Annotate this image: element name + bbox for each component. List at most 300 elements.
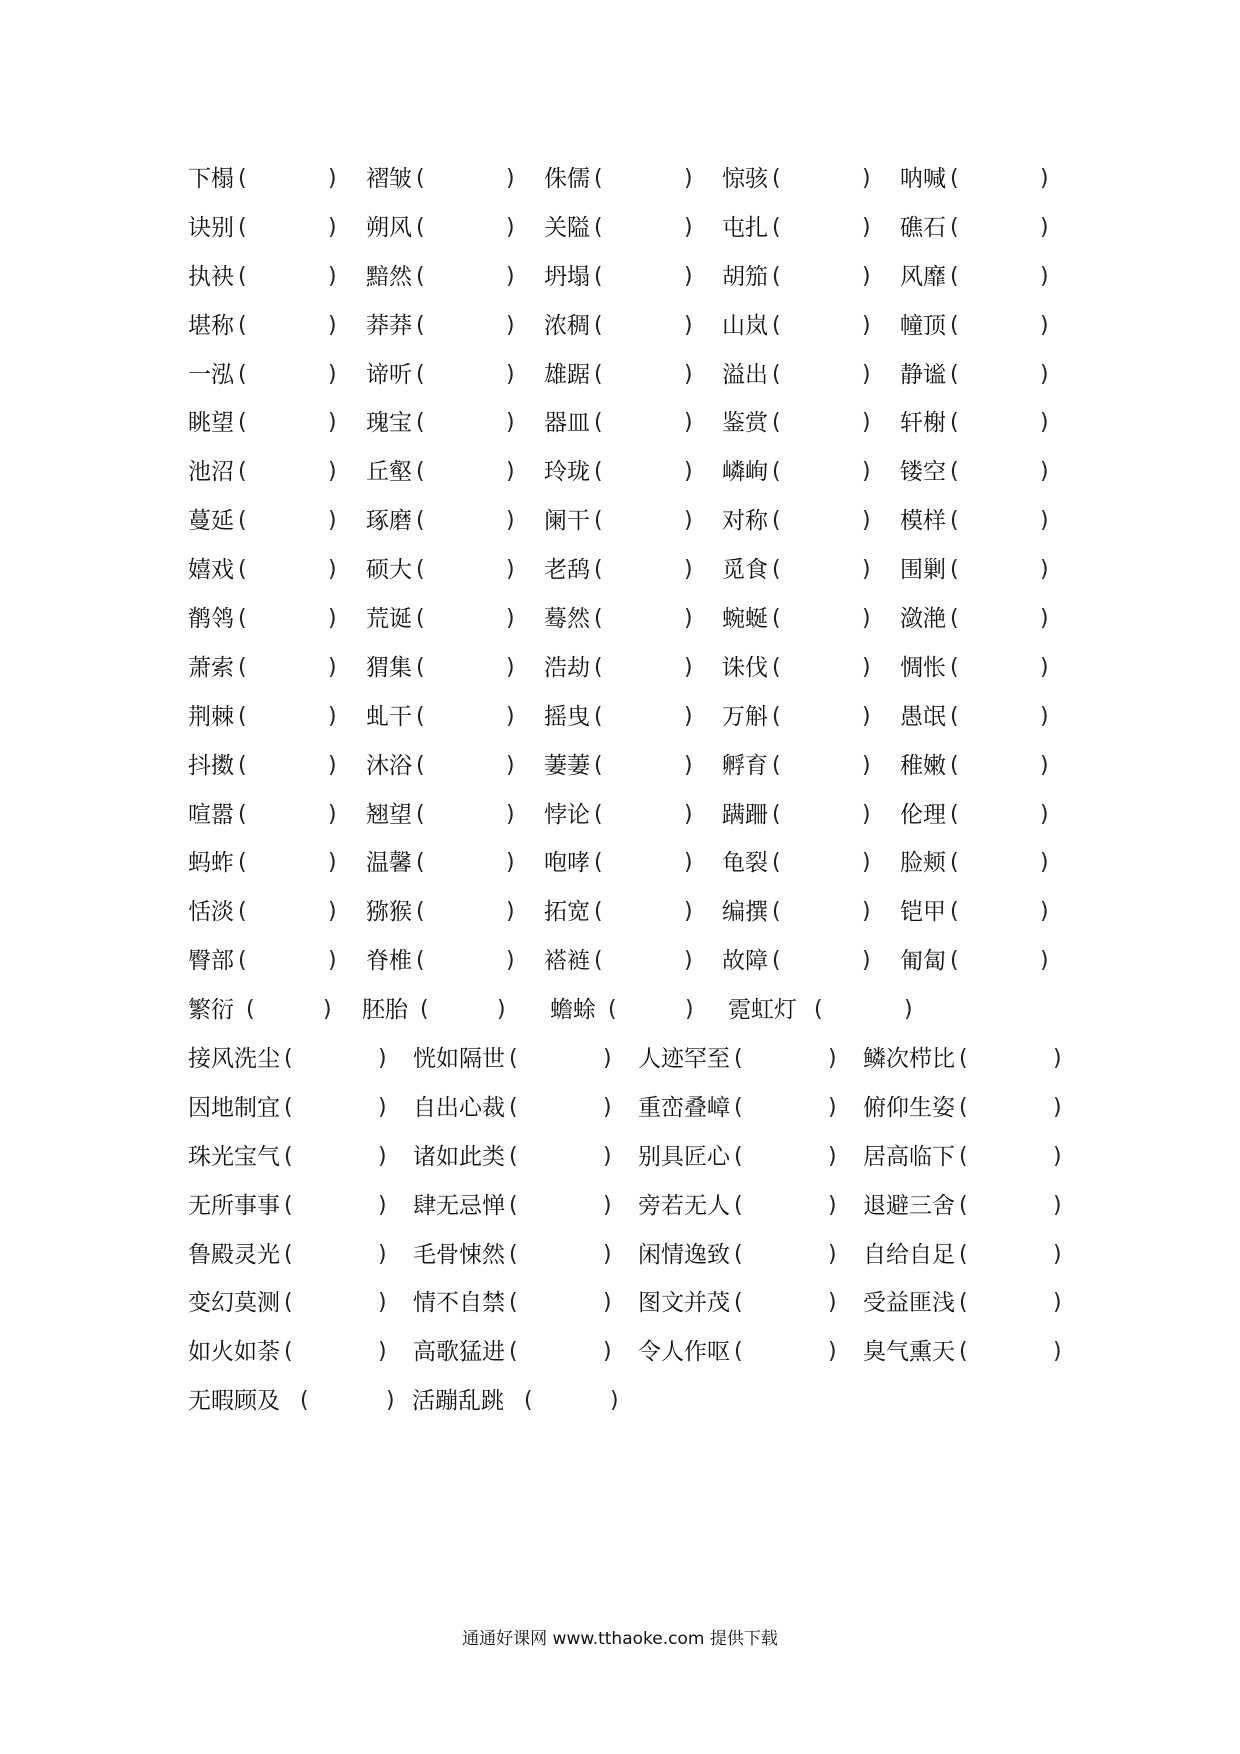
vocab-word: 雄踞	[544, 361, 590, 388]
vocab-item	[863, 1328, 1062, 1377]
answer-blank-close: )	[603, 1290, 612, 1316]
answer-blank-open: (	[238, 948, 247, 974]
vocab-word: 惊骇	[722, 166, 768, 192]
vocab-word: 如火如荼	[188, 1339, 280, 1366]
vocab-word: 风靡	[900, 263, 946, 290]
answer-blank-close: )	[862, 703, 871, 729]
answer-blank-open: (	[772, 214, 781, 240]
answer-blank-open: (	[284, 1192, 293, 1218]
vocab-item	[188, 1279, 387, 1328]
answer-blank-close: )	[506, 312, 515, 338]
vocab-item	[863, 1279, 1062, 1328]
answer-blank-open: (	[950, 214, 959, 240]
vocab-item	[366, 888, 515, 937]
vocab-item	[366, 253, 515, 302]
vocab-word: 黯然	[366, 263, 412, 290]
answer-blank-close: )	[684, 312, 693, 338]
answer-blank-open: (	[238, 557, 247, 583]
answer-blank-close: )	[1040, 948, 1049, 974]
vocab-item	[366, 742, 515, 791]
vocab-item	[544, 448, 693, 497]
vocab-item	[722, 791, 871, 840]
vocab-item	[544, 253, 693, 302]
vocab-word: 愚氓	[900, 703, 946, 730]
idiom-row	[188, 1084, 1063, 1133]
answer-blank-close: )	[1040, 410, 1049, 436]
vocab-item	[366, 937, 515, 986]
answer-blank-close: )	[506, 654, 515, 680]
vocab-word: 诛伐	[722, 654, 768, 681]
answer-blank-open: (	[734, 1339, 743, 1365]
vocab-item	[413, 1084, 612, 1133]
answer-blank-open: (	[594, 263, 603, 289]
answer-blank-open: (	[772, 312, 781, 338]
answer-blank-close: )	[506, 850, 515, 876]
vocab-item	[863, 1035, 1062, 1084]
vocab-item	[900, 399, 1049, 448]
answer-blank-open: (	[594, 948, 603, 974]
vocab-item	[638, 1084, 837, 1133]
answer-blank-close: )	[328, 410, 337, 436]
vocab-item	[188, 888, 337, 937]
answer-blank-close: )	[684, 654, 693, 680]
vocab-word: 堪称	[188, 312, 234, 339]
vocab-item	[188, 155, 337, 204]
vocab-item	[900, 888, 1049, 937]
vocab-word: 鲁殿灵光	[188, 1241, 280, 1268]
answer-blank-close: )	[685, 997, 694, 1023]
vocab-item	[900, 595, 1049, 644]
answer-blank-open: (	[950, 850, 959, 876]
vocab-item	[863, 1133, 1062, 1182]
vocab-item	[188, 253, 337, 302]
answer-blank-close: )	[328, 361, 337, 387]
answer-blank-open: (	[509, 1290, 518, 1316]
word-row	[188, 546, 1063, 595]
vocab-word: 脊椎	[366, 948, 412, 975]
vocab-item	[366, 693, 515, 742]
idiom-row	[188, 1182, 1063, 1231]
vocab-item	[544, 937, 693, 986]
answer-blank-open: (	[772, 801, 781, 827]
vocab-word: 蓦然	[544, 606, 590, 633]
vocab-item	[544, 742, 693, 791]
vocab-word: 接风洗尘	[188, 1046, 280, 1073]
answer-blank-open: (	[238, 312, 247, 338]
vocab-item	[188, 644, 337, 693]
vocab-item	[544, 546, 693, 595]
vocab-item	[544, 351, 693, 400]
answer-blank-open: (	[416, 801, 425, 827]
vocab-word: 脸颊	[900, 850, 946, 877]
vocab-word: 抖擞	[188, 752, 234, 779]
vocab-word: 蹒跚	[722, 801, 768, 828]
answer-blank-close: )	[828, 1143, 837, 1169]
answer-blank-open: (	[950, 263, 959, 289]
vocab-word: 铠甲	[900, 899, 946, 926]
answer-blank-close: )	[684, 214, 693, 240]
vocab-word: 自出心裁	[413, 1094, 505, 1121]
answer-blank-close: )	[506, 508, 515, 534]
vocab-item	[544, 791, 693, 840]
answer-blank-open: (	[238, 410, 247, 436]
vocab-word: 褡裢	[544, 948, 590, 975]
answer-blank-close: )	[862, 654, 871, 680]
answer-blank-open: (	[734, 1290, 743, 1316]
answer-blank-close: )	[328, 459, 337, 485]
vocab-word: 蜿蜒	[722, 606, 768, 633]
answer-blank-open: (	[594, 312, 603, 338]
vocab-item	[188, 448, 337, 497]
answer-blank-close: )	[1053, 1339, 1062, 1365]
vocab-item	[900, 204, 1049, 253]
vocab-item	[722, 937, 871, 986]
answer-blank-close: )	[328, 899, 337, 925]
vocab-word: 拓宽	[544, 899, 590, 926]
vocab-item	[900, 351, 1049, 400]
vocab-word: 萧索	[188, 654, 234, 681]
answer-blank-close: )	[1040, 899, 1049, 925]
vocab-word: 镂空	[900, 459, 946, 486]
vocab-item	[188, 1328, 387, 1377]
vocab-word: 臀部	[188, 948, 234, 975]
vocab-word: 俯仰生姿	[863, 1094, 955, 1121]
word-row	[188, 399, 1063, 448]
vocab-item	[900, 546, 1049, 595]
idiom-row	[188, 1133, 1063, 1182]
answer-blank-close: )	[684, 899, 693, 925]
answer-blank-close: )	[1040, 166, 1049, 191]
vocab-word: 山岚	[722, 312, 768, 339]
answer-blank-open: (	[246, 997, 255, 1023]
vocab-item	[413, 1328, 612, 1377]
answer-blank-open: (	[594, 654, 603, 680]
vocab-word: 胚胎	[362, 997, 408, 1024]
vocab-item	[863, 1084, 1062, 1133]
vocab-item	[638, 1035, 837, 1084]
answer-blank-open: (	[284, 1241, 293, 1267]
answer-blank-close: )	[828, 1192, 837, 1218]
vocab-item	[722, 546, 871, 595]
vocab-word: 觅食	[722, 557, 768, 584]
vocab-word: 受益匪浅	[863, 1290, 955, 1317]
word-row	[188, 155, 1063, 204]
answer-blank-close: )	[603, 1094, 612, 1120]
answer-blank-open: (	[950, 312, 959, 338]
answer-blank-open: (	[509, 1241, 518, 1267]
answer-blank-close: )	[328, 801, 337, 827]
vocab-word: 龟裂	[722, 850, 768, 877]
answer-blank-open: (	[284, 1339, 293, 1365]
vocab-item	[188, 986, 332, 1035]
idiom-row	[188, 1377, 1063, 1426]
vocab-item	[722, 302, 871, 351]
answer-blank-close: )	[328, 654, 337, 680]
answer-blank-open: (	[509, 1143, 518, 1169]
answer-blank-open: (	[416, 459, 425, 485]
answer-blank-open: (	[734, 1046, 743, 1072]
vocab-item	[544, 693, 693, 742]
answer-blank-open: (	[284, 1290, 293, 1316]
answer-blank-close: )	[328, 752, 337, 778]
answer-blank-open: (	[950, 410, 959, 436]
vocab-word: 闲情逸致	[638, 1241, 730, 1268]
vocab-word: 褶皱	[366, 166, 412, 192]
vocab-word: 变幻莫测	[188, 1290, 280, 1317]
answer-blank-open: (	[950, 606, 959, 632]
word-row	[188, 253, 1063, 302]
vocab-word: 蔓延	[188, 508, 234, 535]
answer-blank-close: )	[1053, 1143, 1062, 1169]
answer-blank-close: )	[862, 850, 871, 876]
answer-blank-close: )	[610, 1388, 619, 1414]
answer-blank-close: )	[386, 1388, 395, 1414]
answer-blank-close: )	[862, 606, 871, 632]
vocab-word: 坍塌	[544, 263, 590, 290]
answer-blank-open: (	[734, 1094, 743, 1120]
vocab-word: 侏儒	[544, 166, 590, 192]
vocab-item	[544, 399, 693, 448]
answer-blank-open: (	[608, 997, 617, 1023]
vocab-word: 匍匐	[900, 948, 946, 975]
vocab-item	[188, 1182, 387, 1231]
word-row	[188, 742, 1063, 791]
answer-blank-open: (	[594, 606, 603, 632]
vocab-item	[722, 644, 871, 693]
answer-blank-close: )	[506, 361, 515, 387]
vocab-word: 咆哮	[544, 850, 590, 877]
word-row	[188, 986, 1063, 1035]
vocab-item	[413, 1133, 612, 1182]
vocab-word: 瑰宝	[366, 410, 412, 437]
answer-blank-close: )	[1040, 752, 1049, 778]
word-row	[188, 595, 1063, 644]
vocab-item	[722, 839, 871, 888]
vocab-word: 惆怅	[900, 654, 946, 681]
answer-blank-close: )	[1040, 361, 1049, 387]
answer-blank-open: (	[238, 214, 247, 240]
vocab-word: 喧嚣	[188, 801, 234, 828]
answer-blank-close: )	[506, 948, 515, 974]
answer-blank-open: (	[416, 850, 425, 876]
answer-blank-close: )	[378, 1192, 387, 1218]
vocab-item	[188, 1377, 395, 1426]
answer-blank-close: )	[506, 606, 515, 632]
answer-blank-close: )	[1040, 703, 1049, 729]
answer-blank-open: (	[734, 1143, 743, 1169]
answer-blank-open: (	[416, 312, 425, 338]
answer-blank-close: )	[378, 1339, 387, 1365]
answer-blank-close: )	[1053, 1046, 1062, 1072]
vocab-word: 人迹罕至	[638, 1046, 730, 1073]
answer-blank-open: (	[950, 654, 959, 680]
answer-blank-open: (	[238, 801, 247, 827]
vocab-word: 编撰	[722, 899, 768, 926]
answer-blank-open: (	[509, 1192, 518, 1218]
answer-blank-open: (	[524, 1388, 533, 1414]
vocab-word: 琢磨	[366, 508, 412, 535]
vocab-word: 丘壑	[366, 459, 412, 486]
vocab-item	[188, 1231, 387, 1280]
answer-blank-close: )	[328, 312, 337, 338]
answer-blank-close: )	[862, 508, 871, 534]
answer-blank-open: (	[416, 752, 425, 778]
vocab-word: 屯扎	[722, 214, 768, 241]
vocab-word: 虬干	[366, 703, 412, 730]
answer-blank-close: )	[506, 263, 515, 289]
idiom-row	[188, 1328, 1063, 1377]
answer-blank-close: )	[378, 1094, 387, 1120]
answer-blank-close: )	[1040, 263, 1049, 289]
vocab-word: 呐喊	[900, 166, 946, 192]
answer-blank-close: )	[862, 557, 871, 583]
vocab-item	[366, 448, 515, 497]
vocab-item	[188, 351, 337, 400]
vocab-item	[188, 742, 337, 791]
answer-blank-open: (	[509, 1046, 518, 1072]
vocab-item	[722, 399, 871, 448]
answer-blank-close: )	[684, 850, 693, 876]
vocab-word: 蚂蚱	[188, 850, 234, 877]
answer-blank-close: )	[603, 1143, 612, 1169]
answer-blank-open: (	[420, 997, 429, 1023]
answer-blank-close: )	[506, 166, 515, 191]
vocab-word: 对称	[722, 508, 768, 535]
vocab-item	[366, 204, 515, 253]
answer-blank-close: )	[328, 948, 337, 974]
page-footer: 通通好课网 www.tthaoke.com 提供下载	[462, 1629, 778, 1649]
vocab-word: 温馨	[366, 850, 412, 877]
answer-blank-close: )	[828, 1046, 837, 1072]
vocab-word: 眺望	[188, 410, 234, 437]
vocab-word: 无所事事	[188, 1192, 280, 1219]
vocab-word: 图文并茂	[638, 1290, 730, 1317]
answer-blank-close: )	[328, 263, 337, 289]
answer-blank-open: (	[772, 508, 781, 534]
vocab-item	[366, 791, 515, 840]
vocab-item	[413, 1035, 612, 1084]
vocab-item	[188, 791, 337, 840]
idiom-row	[188, 1279, 1063, 1328]
vocab-word: 恬淡	[188, 899, 234, 926]
vocab-word: 嶙峋	[722, 459, 768, 486]
vocab-item	[544, 644, 693, 693]
vocab-item	[413, 1231, 612, 1280]
answer-blank-open: (	[238, 263, 247, 289]
vocab-word: 谛听	[366, 361, 412, 388]
answer-blank-close: )	[684, 557, 693, 583]
answer-blank-close: )	[862, 312, 871, 338]
vocab-item	[722, 595, 871, 644]
vocab-word: 孵育	[722, 752, 768, 779]
vocab-word: 令人作呕	[638, 1339, 730, 1366]
vocab-word: 悖论	[544, 801, 590, 828]
answer-blank-open: (	[772, 606, 781, 632]
answer-blank-open: (	[594, 850, 603, 876]
answer-blank-close: )	[1053, 1241, 1062, 1267]
vocab-item	[722, 204, 871, 253]
answer-blank-close: )	[862, 899, 871, 925]
vocab-item	[366, 302, 515, 351]
vocab-word: 诀别	[188, 214, 234, 241]
vocab-item	[188, 546, 337, 595]
vocab-item	[412, 1377, 619, 1426]
vocab-word: 诸如此类	[413, 1143, 505, 1170]
vocab-word: 浩劫	[544, 654, 590, 681]
vocab-item	[366, 595, 515, 644]
answer-blank-open: (	[238, 899, 247, 925]
vocab-item	[900, 644, 1049, 693]
answer-blank-open: (	[950, 899, 959, 925]
answer-blank-close: )	[1053, 1094, 1062, 1120]
vocab-item	[900, 497, 1049, 546]
answer-blank-open: (	[284, 1143, 293, 1169]
vocab-item	[900, 839, 1049, 888]
answer-blank-close: )	[684, 606, 693, 632]
answer-blank-open: (	[772, 361, 781, 387]
word-row	[188, 302, 1063, 351]
vocab-item	[638, 1231, 837, 1280]
vocab-item	[544, 497, 693, 546]
answer-blank-open: (	[772, 166, 781, 191]
vocab-word: 霓虹灯	[728, 997, 797, 1024]
answer-blank-open: (	[238, 361, 247, 387]
vocab-item	[362, 986, 506, 1035]
answer-blank-open: (	[814, 997, 823, 1023]
vocab-item	[722, 448, 871, 497]
answer-blank-close: )	[684, 166, 693, 191]
answer-blank-close: )	[328, 166, 337, 191]
answer-blank-close: )	[497, 997, 506, 1023]
vocab-item	[728, 986, 913, 1035]
vocab-word: 因地制宜	[188, 1094, 280, 1121]
vocabulary-grid	[188, 155, 1063, 1426]
vocab-item	[900, 791, 1049, 840]
answer-blank-open: (	[950, 557, 959, 583]
answer-blank-open: (	[594, 214, 603, 240]
answer-blank-open: (	[950, 166, 959, 191]
vocab-word: 情不自禁	[413, 1290, 505, 1317]
word-row	[188, 839, 1063, 888]
answer-blank-close: )	[684, 948, 693, 974]
answer-blank-open: (	[772, 410, 781, 436]
answer-blank-open: (	[950, 801, 959, 827]
answer-blank-close: )	[506, 752, 515, 778]
answer-blank-open: (	[594, 410, 603, 436]
word-row	[188, 497, 1063, 546]
vocab-word: 鳞次栉比	[863, 1046, 955, 1073]
answer-blank-open: (	[959, 1094, 968, 1120]
answer-blank-close: )	[506, 899, 515, 925]
answer-blank-open: (	[772, 703, 781, 729]
vocab-word: 荆棘	[188, 703, 234, 730]
answer-blank-close: )	[506, 459, 515, 485]
vocab-word: 胡笳	[722, 263, 768, 290]
vocab-word: 池沼	[188, 459, 234, 486]
vocab-item	[722, 497, 871, 546]
answer-blank-close: )	[828, 1339, 837, 1365]
vocab-word: 莽莽	[366, 312, 412, 339]
vocab-item	[550, 986, 694, 1035]
vocab-word: 翘望	[366, 801, 412, 828]
answer-blank-open: (	[509, 1094, 518, 1120]
answer-blank-close: )	[684, 361, 693, 387]
vocab-word: 毛骨悚然	[413, 1241, 505, 1268]
vocab-item	[413, 1279, 612, 1328]
answer-blank-close: )	[862, 459, 871, 485]
answer-blank-close: )	[1040, 312, 1049, 338]
vocab-item	[366, 399, 515, 448]
